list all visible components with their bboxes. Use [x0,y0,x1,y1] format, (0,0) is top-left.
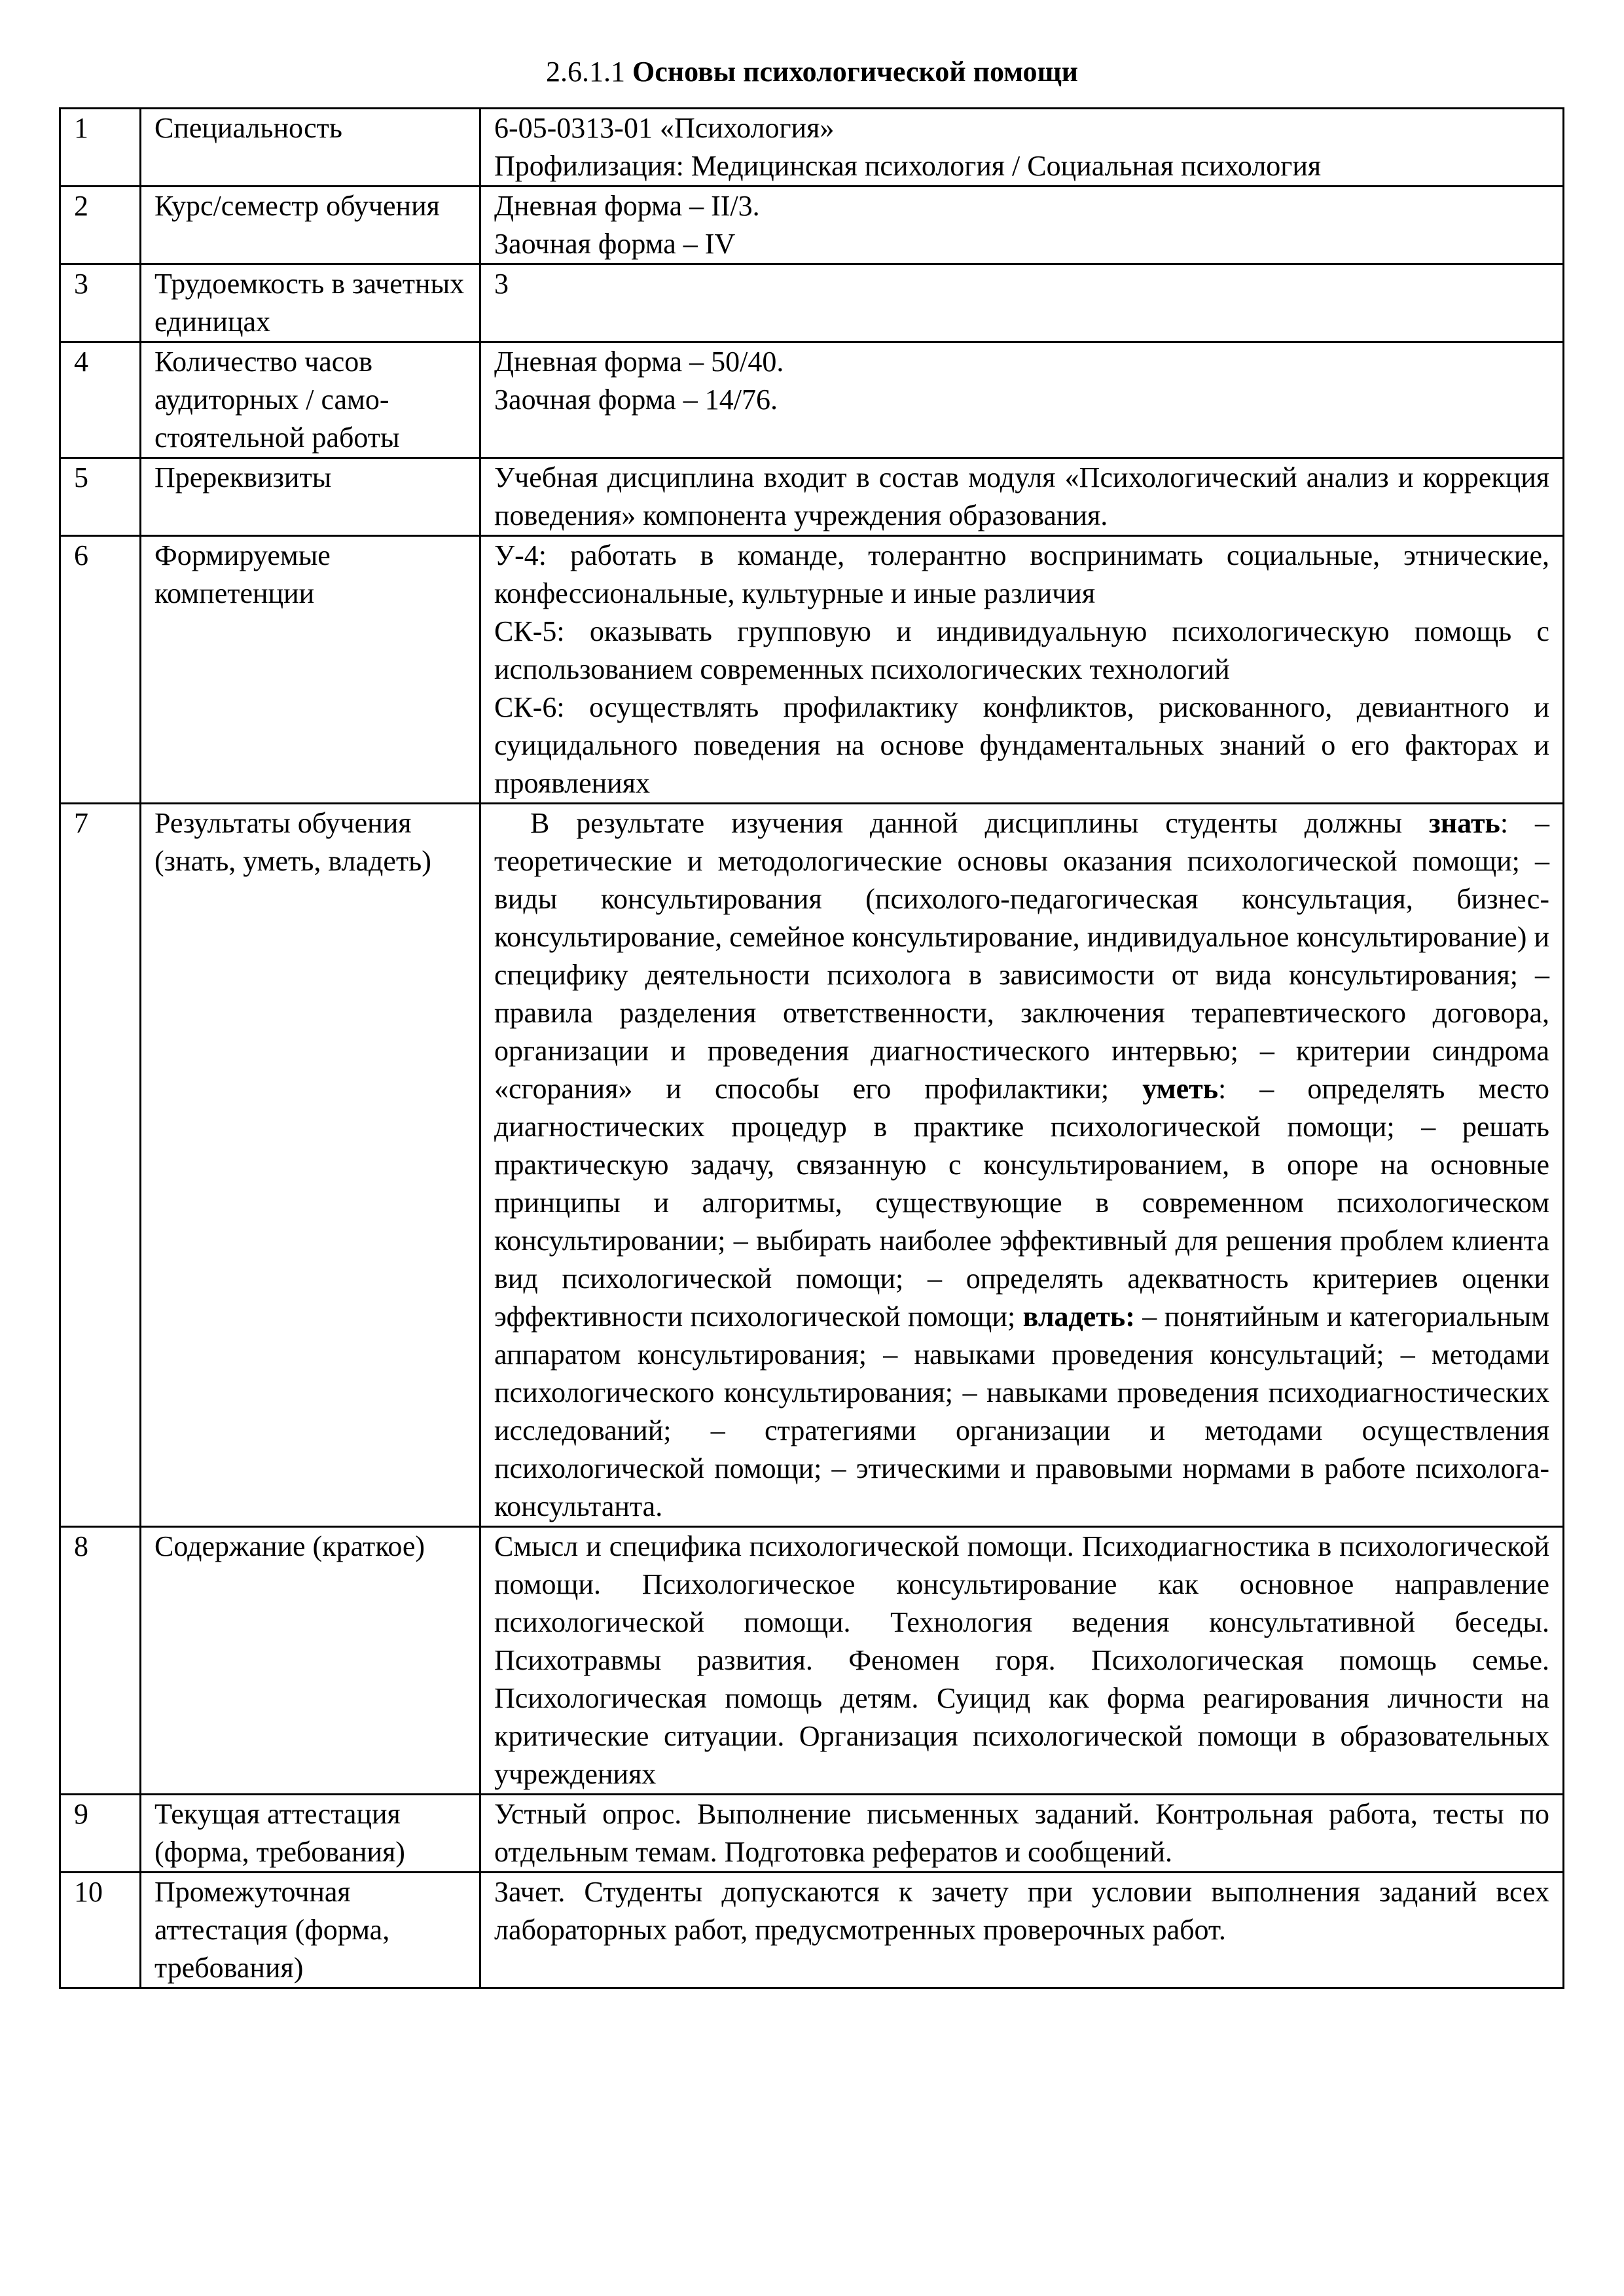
row-number: 10 [60,1873,141,1988]
row-number: 5 [60,458,141,536]
table-row [60,1795,1564,1873]
value-line: Заочная форма – 14/76. [494,384,778,416]
row-value [480,342,1564,458]
value-line: 3 [494,268,509,300]
table-row [60,264,1564,342]
page-title [0,52,1624,92]
row-key: Специальность [141,109,480,187]
know-label: знать [1429,807,1500,839]
outcomes-intro: В результате изучения данной дисциплины студенты должны [530,807,1403,839]
can-label: уметь [1142,1073,1219,1105]
value-line: 6-05-0313-01 «Психология» [494,112,835,144]
competence-paragraph: СК-5: оказывать групповую и индивидуальную психологическую помощь с использованием современных психологических технологий [494,615,1549,685]
table-row [60,342,1564,458]
table-row [60,804,1564,1527]
row-key: Трудоемкость в зачетных единицах [141,264,480,342]
row-number: 1 [60,109,141,187]
row-key: Пререквизиты [141,458,480,536]
know-text: : – теоретические и методологические основы оказания психологической помощи; – виды консультирования (психолого-педагогическая консультация, бизнес-консультирование, семейное консультирование, индивидуальное консультирование) и специфику деятельности психолога в зависимости от вида консультирования; – правила разделения ответственности, заключения терапевтического договора, организации и проведения диагностического интервью; – критерии синдрома «сгорания» и способы его профилактики; [494,807,1549,1105]
outcomes-paragraph [494,804,1549,1526]
table-row [60,187,1564,264]
row-value [480,804,1564,1527]
row-number: 6 [60,536,141,804]
row-key: Текущая аттестация (форма, требования) [141,1795,480,1873]
table-row [60,458,1564,536]
table-row [60,1873,1564,1988]
row-number: 2 [60,187,141,264]
can-text: : – определять место диагностических процедур в практике психологической помощи; – решать практическую задачу, связанную с консультированием, в опоре на основные принципы и алгоритмы, существующие в современном психологическом консультировании; – выбирать наиболее эффективный для решения проблем клиента вид психологической помощи; – определять адекватность критериев оценки эффективности психологической помощи; [494,1073,1549,1333]
value-line: Дневная форма – II/3. [494,190,760,222]
row-key: Формируемые компетенции [141,536,480,804]
value-line: Профилизация: Медицинская психология / Социальная психология [494,150,1322,182]
row-value: Смысл и специфика психологической помощи. Психодиагностика в психологической помощи. Психологическое консультирование как основное направление психологической помощи. Технология ведения консультативной беседы. Психотравмы развития. Феномен горя. Психологическая помощь семье. Психологическая помощь детям. Суицид как форма реагирования личности на критические ситуации. Организация психологической помощи в образовательных учреждениях [480,1527,1564,1795]
competence-paragraph: У-4: работать в команде, толерантно воспринимать социальные, этнические, конфессиональные, культурные и иные различия [494,539,1549,609]
table-row [60,109,1564,187]
value-line: Заочная форма – IV [494,228,736,260]
row-key: Курс/семестр обучения [141,187,480,264]
row-number: 3 [60,264,141,342]
row-number: 4 [60,342,141,458]
row-value [480,109,1564,187]
section-number: 2.6.1.1 [545,56,625,88]
row-value [480,264,1564,342]
row-number: 7 [60,804,141,1527]
value-line: Дневная форма – 50/40. [494,346,784,378]
table-row [60,1527,1564,1795]
row-key: Результаты обучения (знать, уметь, владеть) [141,804,480,1527]
competence-paragraph: СК-6: осуществлять профилактику конфликтов, рискованного, девиантного и суицидального поведения на основе фундаментальных знаний о его факторах и проявлениях [494,691,1549,799]
section-title: Основы психологической помощи [632,56,1079,88]
own-label: владеть: [1022,1300,1135,1333]
row-value: Устный опрос. Выполнение письменных заданий. Контрольная работа, тесты по отдельным темам. Подготовка рефератов и сообщений. [480,1795,1564,1873]
row-key: Количество часов аудиторных / само-стоятельной работы [141,342,480,458]
row-value: Учебная дисциплина входит в состав модуля «Психологический анализ и коррекция поведения» компонента учреждения образования. [480,458,1564,536]
own-text: – понятийным и категориальным аппаратом консультирования; – навыками проведения консультаций; – методами психологического консультирования; – навыками проведения психодиагностических исследований; – стратегиями организации и методами осуществления психологической помощи; – этическими и правовыми нормами в работе психолога-консультанта. [494,1300,1550,1522]
row-key: Содержание (краткое) [141,1527,480,1795]
table-row [60,536,1564,804]
row-value [480,187,1564,264]
row-value [480,536,1564,804]
row-value: Зачет. Студенты допускаются к зачету при условии выполнения заданий всех лабораторных работ, предусмотренных проверочных работ. [480,1873,1564,1988]
row-number: 9 [60,1795,141,1873]
row-key: Промежуточная аттестация (форма, требования) [141,1873,480,1988]
discipline-table [59,107,1564,1989]
row-number: 8 [60,1527,141,1795]
